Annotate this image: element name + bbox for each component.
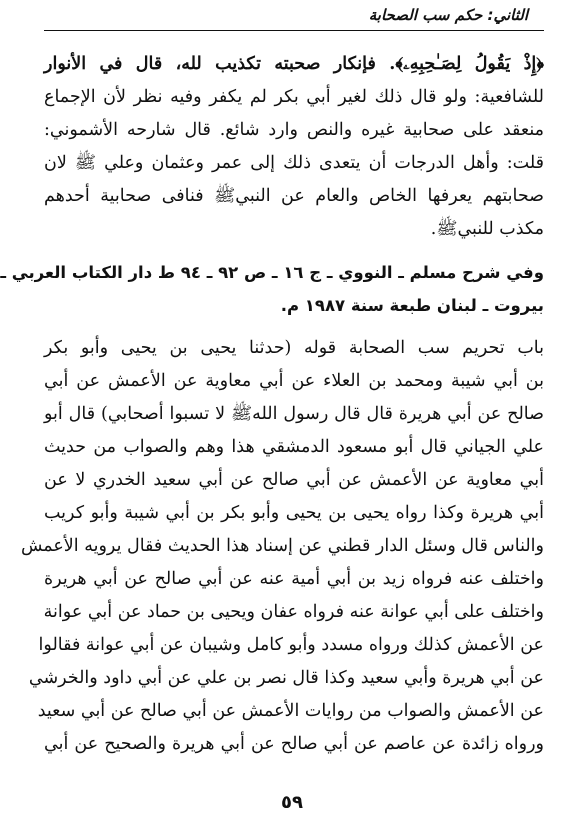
body-line: عن أبي هريرة وأبي سعيد وكذا قال نصر بن علي عن أبي داود والخرشي <box>28 668 544 688</box>
body-line: واختلف على أبي عوانة عنه فرواه عفان ويحيى بن حماد عن أبي عوانة <box>43 602 544 622</box>
page-body <box>0 48 544 761</box>
paragraph-gap <box>44 322 544 332</box>
reference-line: وفي شرح مسلم ـ النووي ـ ج ١٦ ـ ص ٩٢ ـ ٩٤ ط دار الكتاب العربي ـ <box>0 263 544 282</box>
body-line: واختلف عنه فرواه زيد بن أبي أمية عنه عن أبي صالح عن أبي هريرة <box>44 569 544 589</box>
source-reference <box>0 256 544 322</box>
body-line: عن الأعمش كذلك ورواه مسدد وأبو كامل وشيبان عن أبي عوانة فقالوا <box>38 635 544 655</box>
running-header: الثاني: حكم سب الصحابة <box>368 6 528 24</box>
body-line: والناس قال وسئل الدار قطني عن إسناد هذا الحديث فقال يرويه الأعمش <box>20 536 544 556</box>
body-line: مكذب للنبيﷺ. <box>430 219 544 239</box>
body-line: باب تحريم سب الصحابة قوله (حدثنا يحيى بن يحيى وأبو بكر <box>44 338 544 358</box>
body-line: منعقد على صحابية غيره والنص وارد شائع. قال شارحه الأشموني: <box>44 120 544 140</box>
paragraph-gap <box>44 246 544 256</box>
page-number: ٥٩ <box>281 792 303 813</box>
header-rule <box>44 30 544 31</box>
body-line: قلت: وأهل الدرجات أن يتعدى ذلك إلى عمر وعثمان وعلي ﷺ لان <box>44 153 544 173</box>
body-line: للشافعية: ولو قال ذلك لغير أبي بكر لم يكفر وفيه نظر لأن الإجماع <box>44 87 544 107</box>
paragraph-2 <box>20 332 544 761</box>
body-line: صحابتهم يعرفها الخاص والعام عن النبيﷺ فنافى صحابية أحدهم <box>44 186 544 206</box>
body-line: ﴿إِذْ يَقُولُ لِصَـٰحِبِهِۦ﴾. فإنكار صحبته تكذيب لله، قال في الأنوار <box>44 54 544 74</box>
body-line: ورواه زائدة عن عاصم عن أبي صالح عن أبي هريرة والصحيح عن أبي <box>44 734 544 754</box>
reference-line: بيروت ـ لبنان طبعة سنة ١٩٨٧ م. <box>280 296 544 315</box>
body-line: أبي هريرة وكذا رواه يحيى بن يحيى وأبو بكر بن أبي شيبة وأبو كريب <box>44 503 544 523</box>
body-line: أبي معاوية عن الأعمش عن أبي صالح عن أبي سعيد الخدري لا عن <box>44 470 544 490</box>
body-line: بن أبي شيبة ومحمد بن العلاء عن أبي معاوية عن الأعمش عن أبي <box>44 371 544 391</box>
body-line: عن الأعمش والصواب من روايات الأعمش عن أبي صالح عن أبي سعيد <box>37 701 544 721</box>
paragraph-1 <box>44 48 544 246</box>
body-line: صالح عن أبي هريرة قال قال رسول اللهﷺ لا تسبوا أصحابي) قال أبو <box>44 404 544 424</box>
body-line: علي الجياني قال أبو مسعود الدمشقي هذا وهم والصواب من حديث <box>44 437 544 457</box>
